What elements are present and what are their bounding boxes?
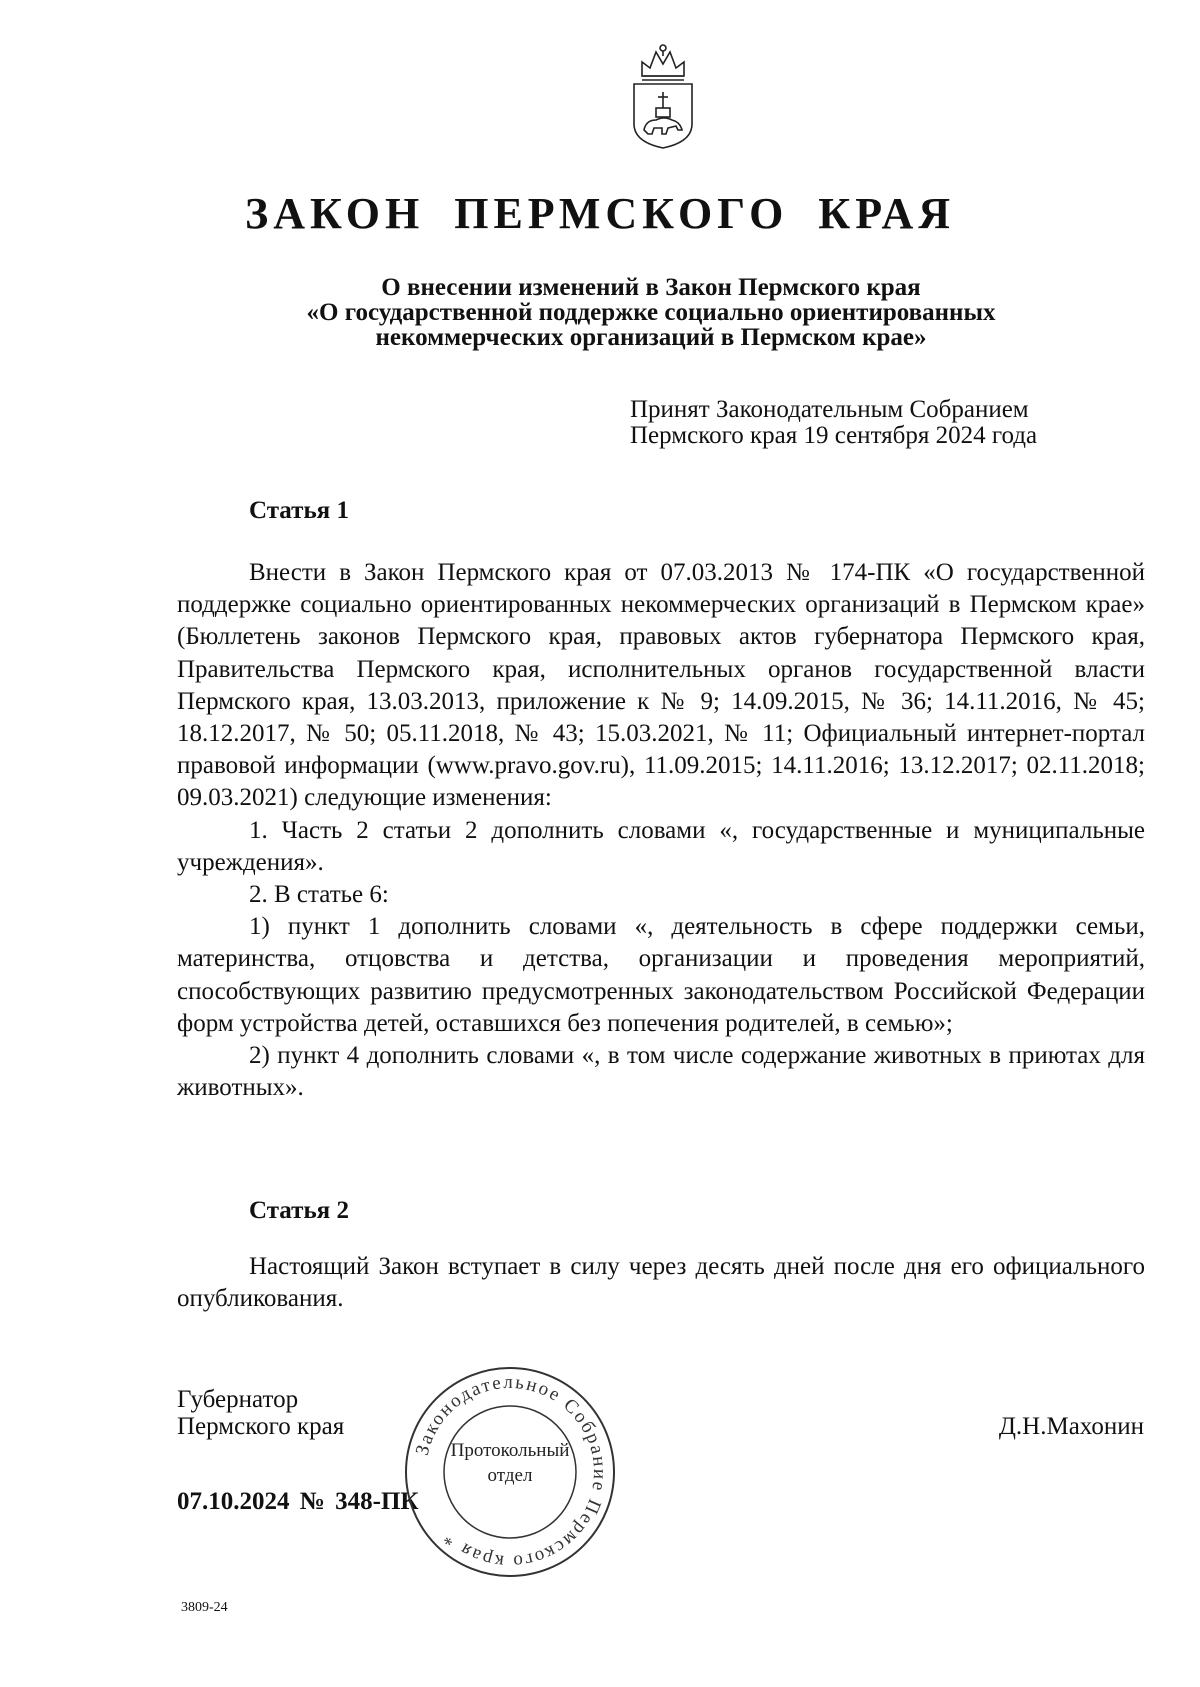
article-paragraph: Настоящий Закон вступает в силу через десять дней после дня его официального опубликования.: [177, 1253, 1145, 1313]
signer-position-line: Пермского края: [177, 1413, 345, 1440]
law-subtitle: [0, 275, 1200, 350]
stamp-center-line: отдел: [487, 1465, 533, 1486]
stamp-center-line: Протокольный: [450, 1440, 570, 1461]
article-paragraph: Внести в Закон Пермского края от 07.03.2013 № 174-ПК «О государственной поддержке социально ориентированных некоммерческих организаций в Пермском крае» (Бюллетень законов Пермского края, правовых актов губернатора Пермского края, Правительства Пермского края, исполнительных органов государственной власти Пермского края, 13.03.2013, приложение к № 9; 14.09.2015, № 36; 14.11.2016, № 45; 18.12.2017, № 50; 05.11.2018, № 43; 15.03.2021, № 11; Официальный интернет-портал правовой информации (www.pravo.gov.ru), 11.09.2015; 14.11.2016; 13.12.2017; 02.11.2018; 09.03.2021) следующие изменения:: [177, 559, 1145, 812]
subtitle-line: О внесении изменений в Закон Пермского края: [381, 274, 921, 301]
article-1-heading: Статья 1: [249, 497, 349, 524]
article-1-body: [177, 557, 1145, 1104]
signer-name: Д.Н.Махонин: [998, 1413, 1144, 1440]
stamp-center-text: [440, 1438, 580, 1488]
adoption-line: Пермского края 19 сентября 2024 года: [630, 422, 1038, 449]
coat-of-arms-icon: [628, 42, 698, 150]
adoption-note: [630, 397, 1130, 449]
law-title: ЗАКОН ПЕРМСКОГО КРАЯ: [244, 189, 956, 238]
registration-number: 3809-24: [181, 1600, 228, 1615]
article-2-heading: Статья 2: [249, 1197, 349, 1224]
document-date-number: 07.10.2024 № 348-ПК: [177, 1488, 419, 1515]
article-paragraph: 2) пункт 4 дополнить словами «, в том числе содержание животных в приютах для животных».: [177, 1042, 1145, 1102]
article-paragraph: 1) пункт 1 дополнить словами «, деятельность в сфере поддержки семьи, материнства, отцовства и детства, организации и проведения мероприятий, способствующих развитию предусмотренных законодательством Российской Федерации форм устройства детей, оставшихся без попечения родителей, в семью»;: [177, 913, 1145, 1037]
adoption-line: Принят Законодательным Собранием: [630, 396, 1029, 423]
article-2-body: [177, 1251, 1145, 1315]
signer-position: [177, 1386, 344, 1440]
signer-position-line: Губернатор: [177, 1386, 299, 1413]
subtitle-line: некоммерческих организаций в Пермском крае»: [375, 324, 927, 351]
article-paragraph: 2. В статье 6:: [249, 881, 389, 909]
subtitle-line: «О государственной поддержке социально ориентированных: [306, 299, 996, 326]
stamp-ring-text: Законодательное Собрание Пермского края *: [411, 1371, 611, 1573]
article-paragraph: 1. Часть 2 статьи 2 дополнить словами «, государственные и муниципальные учреждения».: [177, 816, 1145, 876]
